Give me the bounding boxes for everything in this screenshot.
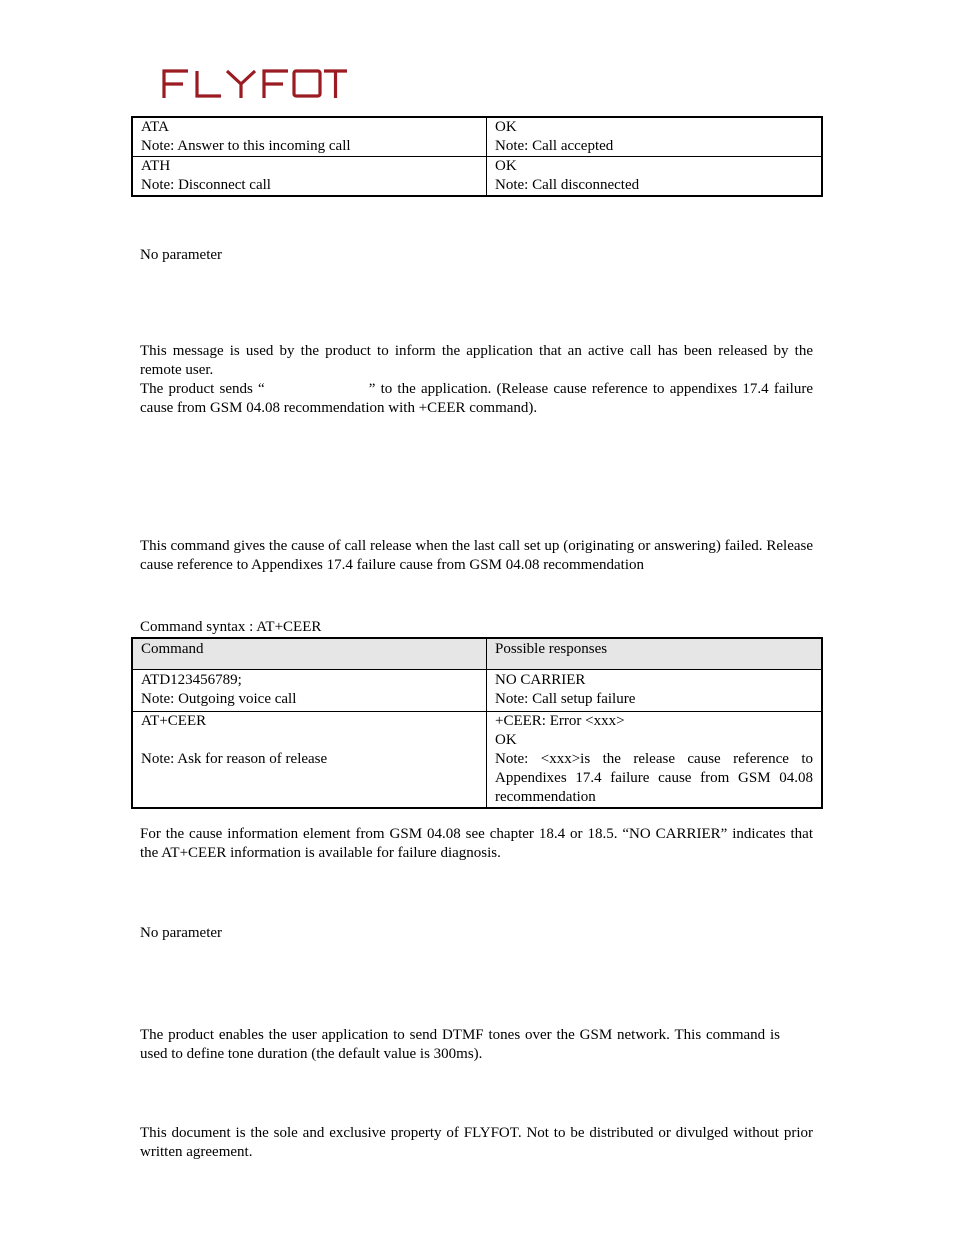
response-note: Note: Call disconnected: [495, 177, 640, 193]
table-cell-response: [487, 117, 823, 157]
table-cell-command: [132, 117, 487, 157]
flyfot-logo: [161, 66, 347, 100]
table-cell-response: [487, 670, 823, 712]
table-cell-response: [487, 712, 823, 809]
response-text: NO CARRIER: [495, 672, 586, 688]
table-cell-response: [487, 157, 823, 197]
dtmf-description: The product enables the user application to send DTMF tones over the GSM network. This command is used to define tone duration (the default value is 300ms).: [140, 1027, 780, 1062]
parameters-text-2: No parameter: [140, 925, 223, 941]
ceer-table: [131, 637, 823, 809]
response-text: +CEER: Error <xxx>: [495, 713, 625, 729]
release-para-2-start: The product sends “: [140, 381, 265, 397]
command-note: Note: Answer to this incoming call: [141, 138, 351, 154]
ceer-defaults-text: For the cause information element from GSM 04.08 see chapter 18.4 or 18.5. “NO CARRIER” indicates that the AT+CEER information is available for failure diagnosis.: [140, 826, 813, 861]
command-text: ATD123456789;: [141, 672, 242, 688]
parameters-text-1: No parameter: [140, 247, 223, 263]
command-text: ATA: [141, 119, 169, 135]
command-note: Note: Ask for reason of release: [141, 751, 328, 767]
table-cell-command: [132, 670, 487, 712]
response-note: Note: Call accepted: [495, 138, 614, 154]
header-responses: Possible responses: [487, 638, 823, 670]
command-text: ATH: [141, 158, 171, 174]
command-note: Note: Disconnect call: [141, 177, 271, 193]
response-note: Note: Call setup failure: [495, 691, 636, 707]
ceer-description: This command gives the cause of call release when the last call set up (originating or answering) failed. Release cause reference to Appendixes 17.4 failure cause from GSM 04.08 recommendation: [140, 538, 813, 573]
call-commands-table: [131, 116, 823, 197]
table-cell-command: [132, 157, 487, 197]
command-syntax: Command syntax : AT+CEER: [140, 619, 322, 635]
release-description: [140, 342, 813, 418]
table-row: [132, 670, 822, 712]
table-row: [132, 712, 822, 809]
table-row: [132, 157, 822, 197]
table-row: [132, 117, 822, 157]
table-header-row: [132, 638, 822, 670]
command-note: Note: Outgoing voice call: [141, 691, 297, 707]
release-para-2-end: ” to the application. (Release cause reference to appendixes 17.4 failure cause from GSM 04.08 recommendation with +CEER command).: [140, 381, 813, 416]
table-cell-command: [132, 712, 487, 809]
response-ok: OK: [495, 732, 517, 748]
release-para-1: This message is used by the product to inform the application that an active call has been released by the remote user.: [140, 343, 813, 378]
command-text: AT+CEER: [141, 713, 207, 729]
response-text: OK: [495, 158, 517, 174]
response-note: Note: <xxx>is the release cause reference to Appendixes 17.4 failure cause from GSM 04.08 recommendation: [495, 751, 813, 805]
header-command: Command: [132, 638, 487, 670]
response-text: OK: [495, 119, 517, 135]
footer-notice: This document is the sole and exclusive property of FLYFOT. Not to be distributed or divulged without prior written agreement.: [140, 1125, 813, 1160]
